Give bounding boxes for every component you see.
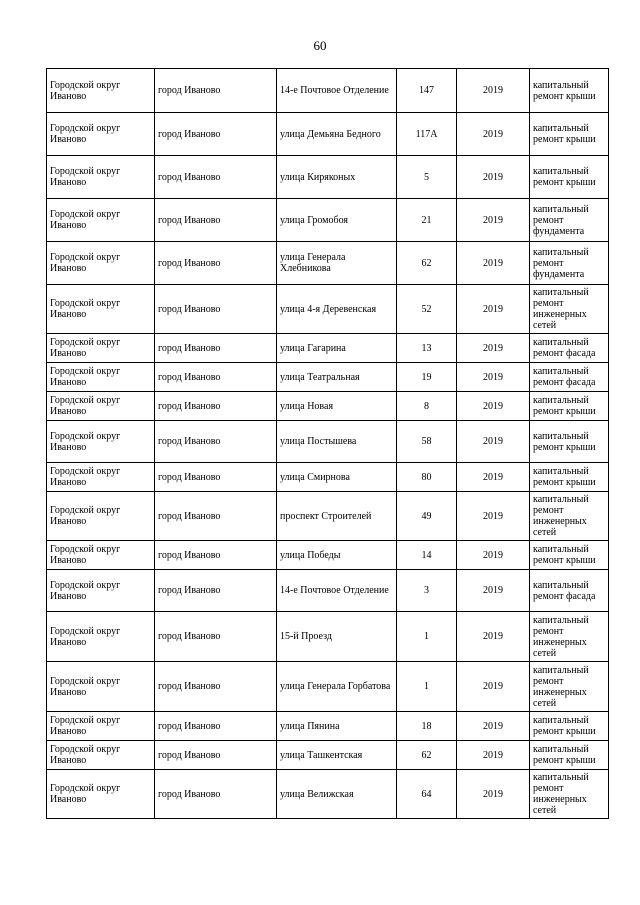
street-cell: улица Киряконых — [277, 156, 397, 199]
street-cell: 15-й Проезд — [277, 612, 397, 662]
municipality-cell: Городской округ Иваново — [47, 463, 155, 492]
city-cell: город Иваново — [155, 363, 277, 392]
house-number-cell: 3 — [397, 570, 457, 612]
year-cell: 2019 — [457, 334, 530, 363]
table-row — [47, 570, 609, 612]
municipality-cell: Городской округ Иваново — [47, 285, 155, 334]
municipality-cell: Городской округ Иваново — [47, 492, 155, 541]
year-cell: 2019 — [457, 242, 530, 285]
year-cell: 2019 — [457, 156, 530, 199]
municipality-cell: Городской округ Иваново — [47, 770, 155, 819]
municipality-cell: Городской округ Иваново — [47, 570, 155, 612]
street-cell: улица 4-я Деревенская — [277, 285, 397, 334]
table-row — [47, 363, 609, 392]
street-cell: улица Победы — [277, 541, 397, 570]
year-cell: 2019 — [457, 69, 530, 113]
work-type-cell: капитальный ремонт фасада — [530, 570, 609, 612]
house-number-cell: 19 — [397, 363, 457, 392]
street-cell: улица Постышева — [277, 421, 397, 463]
city-cell: город Иваново — [155, 69, 277, 113]
house-number-cell: 14 — [397, 541, 457, 570]
city-cell: город Иваново — [155, 285, 277, 334]
city-cell: город Иваново — [155, 662, 277, 712]
municipality-cell: Городской округ Иваново — [47, 541, 155, 570]
work-type-cell: капитальный ремонт фундамента — [530, 242, 609, 285]
work-type-cell: капитальный ремонт крыши — [530, 392, 609, 421]
city-cell: город Иваново — [155, 570, 277, 612]
house-number-cell: 21 — [397, 199, 457, 242]
city-cell: город Иваново — [155, 334, 277, 363]
table-row — [47, 712, 609, 741]
work-type-cell: капитальный ремонт инженерных сетей — [530, 492, 609, 541]
table-row — [47, 392, 609, 421]
municipality-cell: Городской округ Иваново — [47, 113, 155, 156]
year-cell: 2019 — [457, 113, 530, 156]
city-cell: город Иваново — [155, 242, 277, 285]
street-cell: 14-е Почтовое Отделение — [277, 69, 397, 113]
year-cell: 2019 — [457, 463, 530, 492]
street-cell: улица Велижская — [277, 770, 397, 819]
work-type-cell: капитальный ремонт крыши — [530, 113, 609, 156]
table-row — [47, 242, 609, 285]
city-cell: город Иваново — [155, 463, 277, 492]
house-number-cell: 52 — [397, 285, 457, 334]
table-row — [47, 199, 609, 242]
table-row — [47, 69, 609, 113]
municipality-cell: Городской округ Иваново — [47, 363, 155, 392]
table-row — [47, 421, 609, 463]
street-cell: улица Генерала Хлебникова — [277, 242, 397, 285]
street-cell: улица Смирнова — [277, 463, 397, 492]
house-number-cell: 1 — [397, 662, 457, 712]
work-type-cell: капитальный ремонт крыши — [530, 156, 609, 199]
work-type-cell: капитальный ремонт фундамента — [530, 199, 609, 242]
table-row — [47, 662, 609, 712]
house-number-cell: 1 — [397, 612, 457, 662]
year-cell: 2019 — [457, 612, 530, 662]
work-type-cell: капитальный ремонт фасада — [530, 363, 609, 392]
municipality-cell: Городской округ Иваново — [47, 334, 155, 363]
work-type-cell: капитальный ремонт фасада — [530, 334, 609, 363]
house-number-cell: 18 — [397, 712, 457, 741]
year-cell: 2019 — [457, 392, 530, 421]
table-row — [47, 741, 609, 770]
table-row — [47, 612, 609, 662]
house-number-cell: 5 — [397, 156, 457, 199]
city-cell: город Иваново — [155, 741, 277, 770]
year-cell: 2019 — [457, 285, 530, 334]
house-number-cell: 147 — [397, 69, 457, 113]
work-type-cell: капитальный ремонт крыши — [530, 741, 609, 770]
year-cell: 2019 — [457, 199, 530, 242]
house-number-cell: 117А — [397, 113, 457, 156]
table-row — [47, 156, 609, 199]
street-cell: улица Генерала Горбатова — [277, 662, 397, 712]
municipality-cell: Городской округ Иваново — [47, 392, 155, 421]
table-row — [47, 113, 609, 156]
year-cell: 2019 — [457, 421, 530, 463]
street-cell: улица Громобоя — [277, 199, 397, 242]
work-type-cell: капитальный ремонт крыши — [530, 421, 609, 463]
municipality-cell: Городской округ Иваново — [47, 69, 155, 113]
year-cell: 2019 — [457, 741, 530, 770]
table-row — [47, 285, 609, 334]
table-row — [47, 463, 609, 492]
house-number-cell: 64 — [397, 770, 457, 819]
municipality-cell: Городской округ Иваново — [47, 662, 155, 712]
city-cell: город Иваново — [155, 712, 277, 741]
house-number-cell: 49 — [397, 492, 457, 541]
work-type-cell: капитальный ремонт инженерных сетей — [530, 770, 609, 819]
city-cell: город Иваново — [155, 492, 277, 541]
work-type-cell: капитальный ремонт крыши — [530, 69, 609, 113]
year-cell: 2019 — [457, 712, 530, 741]
year-cell: 2019 — [457, 570, 530, 612]
house-number-cell: 80 — [397, 463, 457, 492]
municipality-cell: Городской округ Иваново — [47, 156, 155, 199]
year-cell: 2019 — [457, 492, 530, 541]
city-cell: город Иваново — [155, 612, 277, 662]
house-number-cell: 58 — [397, 421, 457, 463]
city-cell: город Иваново — [155, 156, 277, 199]
year-cell: 2019 — [457, 770, 530, 819]
street-cell: улица Гагарина — [277, 334, 397, 363]
municipality-cell: Городской округ Иваново — [47, 421, 155, 463]
street-cell: 14-е Почтовое Отделение — [277, 570, 397, 612]
municipality-cell: Городской округ Иваново — [47, 242, 155, 285]
city-cell: город Иваново — [155, 199, 277, 242]
street-cell: улица Демьяна Бедного — [277, 113, 397, 156]
house-number-cell: 13 — [397, 334, 457, 363]
page-number: 60 — [313, 38, 327, 53]
work-type-cell: капитальный ремонт инженерных сетей — [530, 662, 609, 712]
table-row — [47, 334, 609, 363]
house-number-cell: 62 — [397, 741, 457, 770]
street-cell: улица Пянина — [277, 712, 397, 741]
city-cell: город Иваново — [155, 392, 277, 421]
work-type-cell: капитальный ремонт инженерных сетей — [530, 612, 609, 662]
table-row — [47, 492, 609, 541]
table-row — [47, 541, 609, 570]
municipality-cell: Городской округ Иваново — [47, 741, 155, 770]
house-number-cell: 62 — [397, 242, 457, 285]
repair-schedule-table — [46, 68, 609, 819]
municipality-cell: Городской округ Иваново — [47, 612, 155, 662]
table-row — [47, 770, 609, 819]
work-type-cell: капитальный ремонт крыши — [530, 712, 609, 741]
city-cell: город Иваново — [155, 113, 277, 156]
street-cell: проспект Строителей — [277, 492, 397, 541]
street-cell: улица Театральная — [277, 363, 397, 392]
house-number-cell: 8 — [397, 392, 457, 421]
city-cell: город Иваново — [155, 770, 277, 819]
city-cell: город Иваново — [155, 541, 277, 570]
municipality-cell: Городской округ Иваново — [47, 712, 155, 741]
street-cell: улица Новая — [277, 392, 397, 421]
year-cell: 2019 — [457, 363, 530, 392]
year-cell: 2019 — [457, 662, 530, 712]
work-type-cell: капитальный ремонт крыши — [530, 541, 609, 570]
year-cell: 2019 — [457, 541, 530, 570]
work-type-cell: капитальный ремонт инженерных сетей — [530, 285, 609, 334]
work-type-cell: капитальный ремонт крыши — [530, 463, 609, 492]
municipality-cell: Городской округ Иваново — [47, 199, 155, 242]
street-cell: улица Ташкентская — [277, 741, 397, 770]
city-cell: город Иваново — [155, 421, 277, 463]
